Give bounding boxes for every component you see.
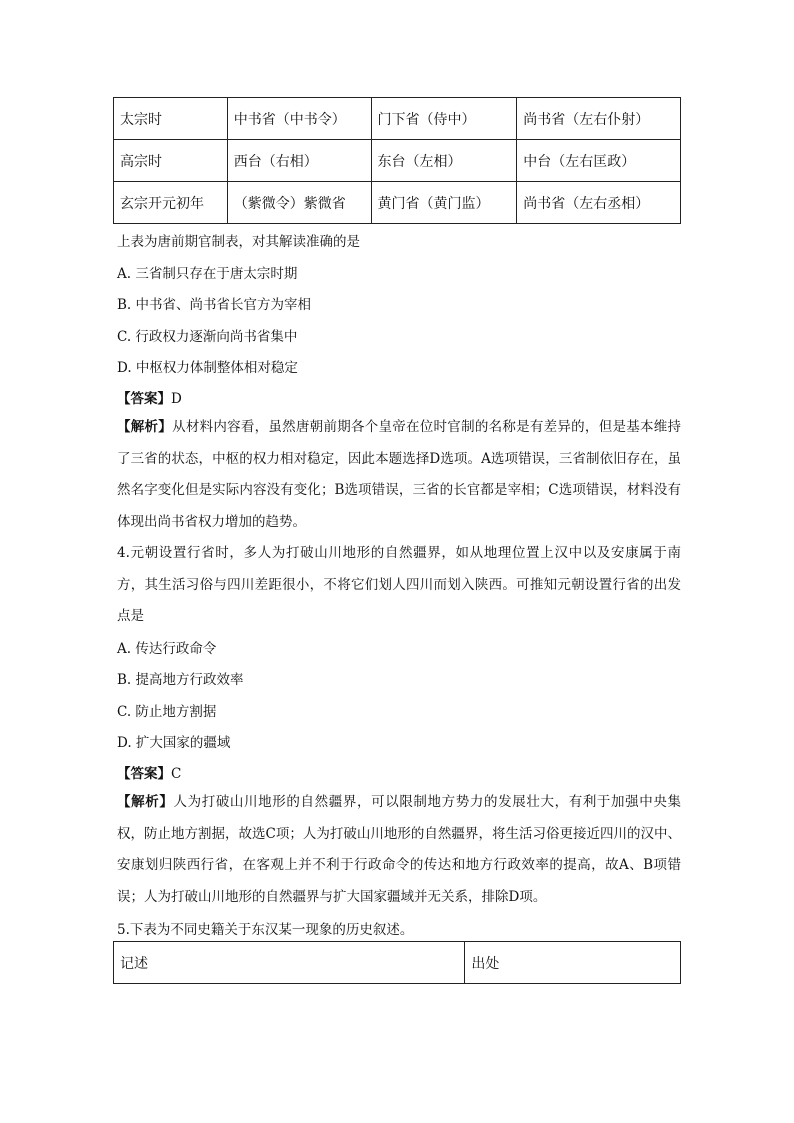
q3-option-d: D. 中枢权力体制整体相对稳定 [117, 360, 298, 376]
q4-analysis [117, 787, 681, 913]
q4-option-c: C. 防止地方割据 [117, 704, 217, 720]
answer-label: 【答案】 [117, 391, 171, 407]
q3-option-a: A. 三省制只存在于唐太宗时期 [117, 266, 298, 282]
q3-option-b: B. 中书省、尚书省长官方为宰相 [117, 297, 312, 313]
analysis-label: 【解析】 [117, 794, 174, 810]
table-cell: 东台（左相） [371, 140, 517, 182]
answer-value: C [171, 766, 182, 782]
answer-label: 【答案】 [117, 766, 171, 782]
q4-option-a: A. 传达行政命令 [117, 641, 217, 657]
q3-analysis [117, 412, 681, 538]
table-cell: 中台（左右匡政） [517, 140, 681, 182]
table-cell: 西台（右相） [227, 140, 371, 182]
analysis-text: 从材料内容看，虽然唐朝前期各个皇帝在位时官制的名称是有差异的，但是基本维持了三省的状态，中枢的权力相对稳定，因此本题选择D选项。A选项错误，三省制依旧存在，虽然名字变化但是实际内容没有变化；B选项错误，三省的长官都是宰相；C选项错误，材料没有体现出尚书省权力增加的趋势。 [117, 419, 682, 530]
q5-source-table [113, 941, 681, 984]
table-cell: 尚书省（左右仆射） [517, 98, 681, 140]
q3-answer [117, 387, 182, 407]
q5-stem: 5.下表为不同史籍关于东汉某一现象的历史叙述。 [117, 922, 414, 938]
table-row [114, 140, 681, 182]
table-cell: 太宗时 [114, 98, 228, 140]
table-cell: 门下省（侍中） [371, 98, 517, 140]
q3-stem: 上表为唐前期官制表，对其解读准确的是 [117, 234, 360, 250]
table-row [114, 98, 681, 140]
table-cell: 黄门省（黄门监） [371, 182, 517, 224]
table-header-cell: 出处 [465, 942, 681, 984]
table-header-row [114, 942, 681, 984]
table-cell: 中书省（中书令） [227, 98, 371, 140]
analysis-label: 【解析】 [117, 419, 173, 435]
q4-stem: 4.元朝设置行省时，多人为打破山川地形的自然疆界，如从地理位置上汉中以及安康属于南方，其生活习俗与四川差距很小，不将它们划人四川而划入陕西。可推知元朝设置行省的出发点是 [117, 545, 681, 624]
tang-official-system-table [113, 97, 681, 224]
table-cell: （紫微令）紫微省 [227, 182, 371, 224]
table-row [114, 182, 681, 224]
q4-answer [117, 762, 181, 782]
q4-option-b: B. 提高地方行政效率 [117, 672, 244, 688]
table-header-cell: 记述 [114, 942, 465, 984]
analysis-text: 人为打破山川地形的自然疆界，可以限制地方势力的发展壮大，有利于加强中央集权，防止地方割据，故选C项；人为打破山川地形的自然疆界，将生活习俗更接近四川的汉中、安康划归陕西行省，在客观上并不利于行政命令的传达和地方行政效率的提高，故A、B项错误；人为打破山川地形的自然疆界与扩大国家疆域并无关系，排除D项。 [117, 794, 682, 905]
answer-value: D [171, 391, 182, 407]
table-cell: 尚书省（左右丞相） [517, 182, 681, 224]
q3-option-c: C. 行政权力逐渐向尚书省集中 [117, 329, 298, 345]
q4-option-d: D. 扩大国家的疆域 [117, 735, 231, 751]
table-cell: 高宗时 [114, 140, 228, 182]
table-cell: 玄宗开元初年 [114, 182, 228, 224]
